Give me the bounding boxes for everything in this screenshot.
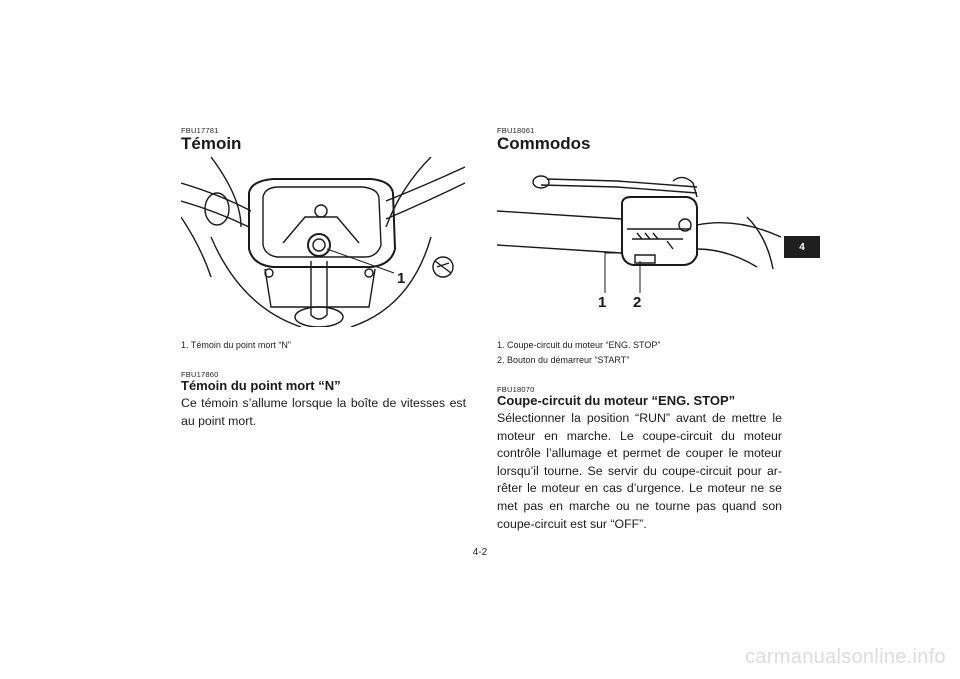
- chapter-tab: 4: [784, 236, 820, 258]
- neutral-section-body: Ce témoin s’allume lorsque la boîte de vitesses est au point mort.: [181, 396, 466, 428]
- right-section-title: Commodos: [497, 134, 591, 153]
- neutral-section-code: FBU17860: [181, 370, 219, 379]
- watermark: carmanualsonline.info: [745, 646, 946, 668]
- right-section-code: FBU18061: [497, 126, 535, 135]
- neutral-section-heading: Témoin du point mort “N”: [181, 378, 341, 393]
- handlebar-switches-illustration: [497, 157, 781, 327]
- figure-callout-1: 1: [598, 294, 607, 311]
- figure-callout-1: 1: [397, 270, 406, 287]
- figure-callout-2: 2: [633, 294, 642, 311]
- figure-caption-2: 2. Bouton du démarreur “START”: [497, 355, 630, 365]
- neutral-indicator-illustration: [181, 157, 465, 327]
- engine-stop-section-code: FBU18070: [497, 385, 535, 394]
- left-section-title: Témoin: [181, 134, 242, 153]
- figure-caption: 1. Témoin du point mort “N”: [181, 340, 291, 350]
- left-section-code: FBU17781: [181, 126, 219, 135]
- figure-caption-1: 1. Coupe-circuit du moteur “ENG. STOP”: [497, 340, 661, 350]
- engine-stop-section-body: Sélectionner la position “RUN” avant de mettre le moteur en marche. Le coupe-circuit du moteur contrôle l’allumage et permet de couper le moteur lorsqu’il tourne. Se servir du coupe-circuit pour ar-rêter le moteur en cas d’urgence. Le moteur ne se met pas en marche ou ne tourne pas quand son coupe-circuit est sur “OFF”.: [497, 411, 782, 531]
- engine-stop-section-heading: Coupe-circuit du moteur “ENG. STOP”: [497, 393, 736, 408]
- page-number: 4-2: [472, 547, 488, 558]
